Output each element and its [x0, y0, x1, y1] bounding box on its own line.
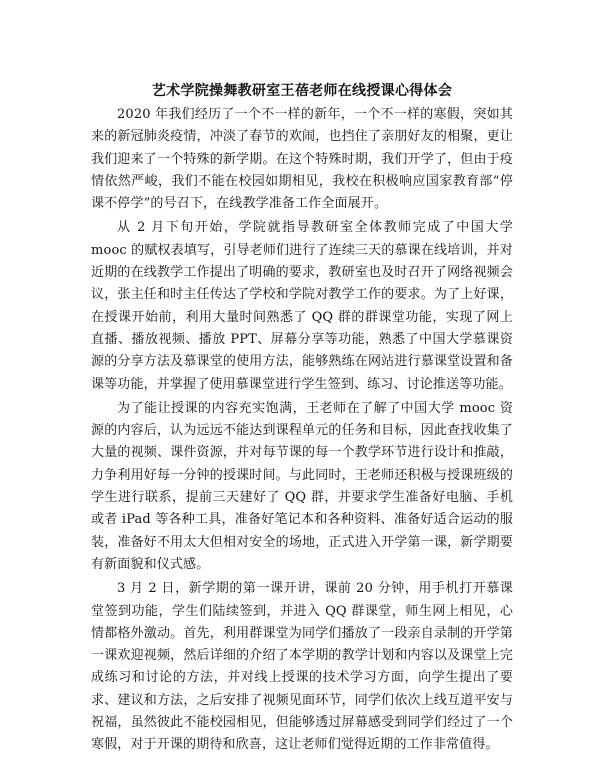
document-body — [91, 104, 513, 757]
document-title: 艺术学院操舞教研室王蓓老师在线授课心得体会 — [151, 83, 453, 99]
paragraph: 为了能让授课的内容充实饱满，王老师在了解了中国大学 mooc 资源的内容后，认为远远不能达到课程单元的任务和目标，因此查找收集了大量的视频、课件资源，并对每节课的每一个教学环节进行设计和推敲，力争利用好每一分钟的授课时间。与此同时，王老师还积极与授课班级的学生进行联系，提前三天建好了 QQ 群，并要求学生准备好电脑、手机或者 iPad 等各种工具，准备好笔记本和各种资料、准备好适合运动的服装，准备好不用太大但相对安全的场地，正式进入开学第一课，新学期要有新面貌和仪式感。 — [91, 400, 513, 572]
paragraph: 从 2 月下旬开始，学院就指导教研室全体教师完成了中国大学 mooc 的赋权表填写，引导老师们进行了连续三天的慕课在线培训，并对近期的在线教学工作提出了明确的要求，教研室也及时召开了网络视频会议，张主任和时主任传达了学校和学院对教学工作的要求。为了上好课，在授课开始前，利用大量时间熟悉了 QQ 群的群课堂功能，实现了网上直播、播放视频、播放 PPT、屏幕分享等功能，熟悉了中国大学慕课资源的分享方法及慕课堂的使用方法，能够熟练在网站进行慕课堂设置和备课等功能，并掌握了使用慕课堂进行学生签到、练习、讨论推送等功能。 — [91, 220, 513, 392]
paragraph: 2020 年我们经历了一个不一样的新年，一个不一样的寒假，突如其来的新冠肺炎疫情，冲淡了春节的欢闹，也挡住了亲朋好友的相聚，更让我们迎来了一个特殊的新学期。在这个特殊时期，我们开学了，但由于疫情依然严峻，我们不能在校园如期相见，我校在积极响应国家教育部“停课不停学”的号召下，在线教学准备工作全面展开。 — [91, 107, 513, 212]
paragraph: 3 月 2 日，新学期的第一课开讲，课前 20 分钟，用手机打开慕课堂签到功能，学生们陆续签到，并进入 QQ 群课堂，师生网上相见，心情都格外激动。首先，利用群课堂为同学们播放了一段亲自录制的开学第一课欢迎视频，然后详细的介绍了本学期的教学计划和内容以及课堂上完成练习和讨论的方法，并对线上授课的技术学习方面，向学生提出了要求、建议和方法，之后安排了视频见面环节，同学们依次上线互道平安与祝福，虽然彼此不能校园相见，但能够透过屏幕感受到同学们经过了一个寒假，对于开课的期待和欣喜，这让老师们觉得近期的工作非常值得。 — [91, 581, 513, 753]
